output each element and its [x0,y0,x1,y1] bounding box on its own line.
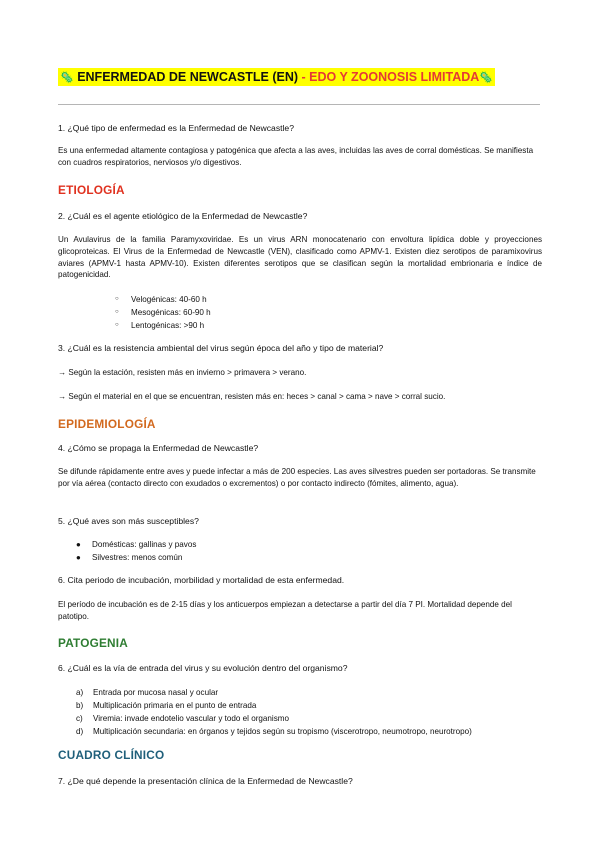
title-highlight: EDO Y ZOONOSIS LIMITADA [309,70,480,84]
question-5: 5. ¿Qué aves son más susceptibles? [58,516,199,526]
title-separator: - [298,70,310,84]
circle-bullet-icon: ○ [115,296,119,302]
bullet-icon: ● [76,553,81,562]
document-page: 🦠 ENFERMEDAD DE NEWCASTLE (EN) - EDO Y ZOONOSIS LIMITADA🦠 1. ¿Qué tipo de enfermedad es la Enfermedad de Newcastle? Es una enfermedad altamente contagiosa y patogénica que afecta a las aves, incluidas las aves de corral domésticas. Se manifiesta con cuadros respiratorios, nerviosos y/o digestivos. ETIOLOGÍA 2. ¿Cuál es el agente etiológico de la Enfermedad de Newcastle? Un Avulavirus de la familia Paramyxoviridae. Es un virus ARN monocatenario con envoltura lipídica doble y proyecciones glicoproteicas. El Virus de la Enfermedad de Newcastle (VEN), clasificado como APMV-1. Existen diez serotipos de paramixovirus aviares (APMV-1 hasta APMV-10). Existen diferentes serotipos que se clasifican según la mortalidad embrionaria e índice de patogenicidad. ○ Velogénicas: 40-60 h ○ Mesogénicas: 60-90 h ○ Lentogénicas: >90 h 3. ¿Cuál es la resistencia ambiental del virus según época del año y tipo de material? → Según la estación, resisten más en invierno > primavera > verano. → Según el material en el que se encuentran, resisten más en: heces > canal > cama > nave > corral sucio. EPIDEMIOLOGÍA 4. ¿Cómo se propaga la Enfermedad de Newcastle? Se difunde rápidamente entre aves y puede infectar a más de 200 especies. Las aves silvestres pueden ser portadoras. Se transmite por vía aérea (contacto directo con exudados o excrementos) o por contacto indirecto (fómites, alimento, agua). 5. ¿Qué aves son más susceptibles? ● Domésticas: gallinas y pavos ● Silvestres: menos común 6. Cita periodo de incubación, morbilidad y mortalidad de esta enfermedad. El período de incubación es de 2-15 días y los anticuerpos empiezan a detectarse a partir del día 7 PI. Mortalidad depende del patotipo. PATOGENIA 6. ¿Cuál es la vía de entrada del virus y su evolución dentro del organismo? a) Entrada por mucosa nasal y ocular b) Multiplicación primaria en el punto de entrada c) Viremia: invade endotelio vascular y todo el organismo d) Multiplicación secundaria: en órganos y tejidos según su tropismo (viscerotropo, neumotropo, neurotropo) CUADRO CLÍNICO 7. ¿De qué depende la presentación clínica de la Enfermedad de Newcastle? [58,70,542,786]
answer-2: Un Avulavirus de la familia Paramyxoviridae. Es un virus ARN monocatenario con envoltura lipídica doble y proyecciones glicoproteicas. El Virus de la Enfermedad de Newcastle (VEN), clasificado como APMV-1. Existen diez serotipos de paramixovirus aviares (APMV-1 hasta APMV-10). Existen diferentes serotipos que se clasifican según la mortalidad embrionaria e índice de patogenicidad. [58,235,542,280]
answer-4: Se difunde rápidamente entre aves y puede infectar a más de 200 especies. Las aves silvestres pueden ser portadoras. Se transmite por vía aérea (contacto directo con exudados o excrementos) o por contacto indirecto (fómites, alimento, agua). [58,467,536,488]
bullet-icon: ● [76,540,81,549]
microbe-icon: 🦠 [479,72,493,84]
section-heading-cuadro-clinico: CUADRO CLÍNICO [58,748,165,762]
title-divider [58,104,540,105]
question-patogenia: 6. ¿Cuál es la vía de entrada del virus y su evolución dentro del organismo? [58,663,348,673]
question-6: 6. Cita periodo de incubación, morbilidad y mortalidad de esta enfermedad. [58,575,345,585]
circle-bullet-icon: ○ [115,309,119,315]
title-main: ENFERMEDAD DE NEWCASTLE (EN) [77,70,299,84]
answer-3-estacion: → Según la estación, resisten más en invierno > primavera > verano. [58,368,307,377]
section-heading-etiologia: ETIOLOGÍA [58,183,125,197]
answer-6: El período de incubación es de 2-15 días y los anticuerpos empiezan a detectarse a partir del día 7 PI. Mortalidad depende del patotipo. [58,600,512,621]
question-7: 7. ¿De qué depende la presentación clínica de la Enfermedad de Newcastle? [58,776,353,786]
microbe-icon: 🦠 [60,72,74,84]
section-heading-patogenia: PATOGENIA [58,636,128,650]
question-2: 2. ¿Cuál es el agente etiológico de la Enfermedad de Newcastle? [58,211,308,221]
answer-1: Es una enfermedad altamente contagiosa y patogénica que afecta a las aves, incluidas las aves de corral domésticas. Se manifiesta con cuadros respiratorios, nerviosos y/o digestivos. [58,146,534,167]
question-3: 3. ¿Cuál es la resistencia ambiental del virus según época del año y tipo de material? [58,343,384,353]
circle-bullet-icon: ○ [115,322,119,328]
question-4: 4. ¿Cómo se propaga la Enfermedad de Newcastle? [58,443,259,453]
document-title [58,68,495,86]
answer-3-material: → Según el material en el que se encuentran, resisten más en: heces > canal > cama > nave > corral sucio. [58,392,446,401]
question-1: 1. ¿Qué tipo de enfermedad es la Enfermedad de Newcastle? [58,123,294,133]
section-heading-epidemiologia: EPIDEMIOLOGÍA [58,417,156,431]
